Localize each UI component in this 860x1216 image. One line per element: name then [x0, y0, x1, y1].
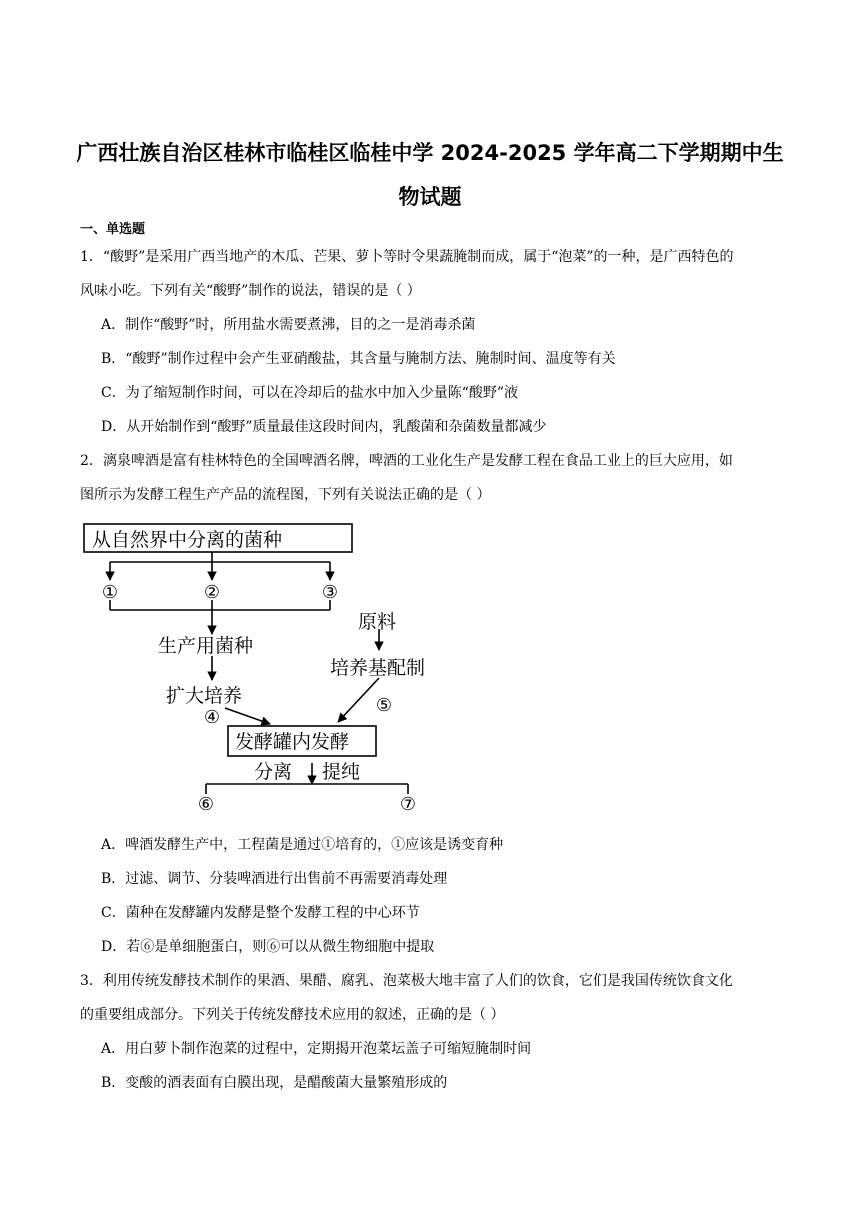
expand-culture-label: 扩大培养: [166, 685, 243, 707]
separation-label: 分离: [254, 761, 293, 783]
title-line-2: 物试题: [398, 185, 462, 209]
node-3-label: ③: [321, 582, 339, 603]
q1-stem-line-1: 1．“酸野”是采用广西当地产的木瓜、芒果、萝卜等时令果蔬腌制而成，属于“泡菜”的一种，是广西特色的: [80, 249, 734, 265]
top-box-label: 从自然界中分离的菌种: [92, 529, 283, 551]
node-5-label: ⑤: [375, 695, 393, 716]
node-7-label: ⑦: [399, 794, 417, 815]
q2-option-d: D．若⑥是单细胞蛋白，则⑥可以从微生物细胞中提取: [101, 939, 435, 955]
section-heading: 一、单选题: [80, 222, 146, 237]
node-4-label: ④: [203, 707, 221, 728]
q1-option-b: B．“酸野”制作过程中会产生亚硝酸盐，其含量与腌制方法、腌制时间、温度等有关: [101, 351, 616, 367]
q3-option-a: A．用白萝卜制作泡菜的过程中，定期揭开泡菜坛盖子可缩短腌制时间: [101, 1041, 532, 1057]
node-6-label: ⑥: [197, 794, 215, 815]
q3-option-b: B．变酸的酒表面有白膜出现，是醋酸菌大量繁殖形成的: [101, 1075, 448, 1091]
raw-material-label: 原料: [358, 611, 397, 633]
tank-box-label: 发酵罐内发酵: [235, 731, 350, 753]
q3-stem-line-2: 的重要组成部分。下列关于传统发酵技术应用的叙述，正确的是（ ）: [80, 1007, 505, 1023]
medium-prep-label: 培养基配制: [330, 657, 426, 679]
q2-stem-line-2: 图所示为发酵工程生产产品的流程图，下列有关说法正确的是（ ）: [80, 487, 491, 503]
node-2-label: ②: [203, 582, 221, 603]
node-1-label: ①: [101, 582, 119, 603]
q1-stem-line-2: 风味小吃。下列有关“酸野”制作的说法，错误的是（ ）: [80, 283, 421, 299]
q3-stem-line-1: 3．利用传统发酵技术制作的果酒、果醋、腐乳、泡菜极大地丰富了人们的饮食，它们是我国传统饮食文化: [80, 973, 733, 989]
q2-option-a: A．啤酒发酵生产中，工程菌是通过①培育的，①应该是诱变育种: [101, 837, 504, 853]
q1-option-a: A．制作“酸野”时，所用盐水需要煮沸，目的之一是消毒杀菌: [101, 317, 476, 333]
q2-option-b: B．过滤、调节、分装啤酒进行出售前不再需要消毒处理: [101, 871, 448, 887]
purification-label: 提纯: [322, 761, 361, 783]
fermentation-flowchart: [82, 516, 432, 816]
q2-stem-line-1: 2．漓泉啤酒是富有桂林特色的全国啤酒名牌，啤酒的工业化生产是发酵工程在食品工业上的巨大应用，如: [80, 453, 733, 469]
title-line-1: 广西壮族自治区桂林市临桂区临桂中学 2024-2025 学年高二下学期期中生: [76, 141, 784, 165]
production-strain-label: 生产用菌种: [158, 635, 254, 657]
q1-option-d: D．从开始制作到“酸野”质量最佳这段时间内，乳酸菌和杂菌数量都减少: [101, 419, 547, 435]
q1-option-c: C．为了缩短制作时间，可以在冷却后的盐水中加入少量陈“酸野”液: [101, 385, 519, 401]
q2-option-c: C．菌种在发酵罐内发酵是整个发酵工程的中心环节: [101, 905, 420, 921]
